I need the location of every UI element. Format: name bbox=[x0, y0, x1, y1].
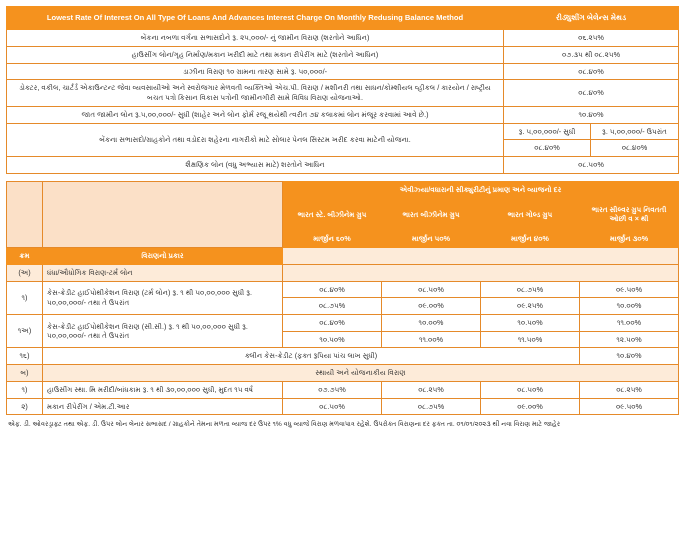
row-type: ક્લીન કેસ-ક્રેડીટ (ફક્ત રૂપિયા પાંચ લાખ સુધી) bbox=[43, 348, 580, 365]
row-desc: ડાઝીના વિરાણ ૧૦ ગ્રામના તારણ સામે રૂ. ૫૦,૦૦૦/- bbox=[7, 63, 504, 80]
group-name-3: ભારત ગોલ્ડ ગ્રુપ bbox=[481, 198, 580, 231]
row-krm: ૧૬) bbox=[7, 348, 43, 365]
table-row bbox=[7, 381, 679, 398]
row-value-1: ૦૭.૭૫% bbox=[283, 381, 382, 398]
solar-col2-head: રૂ. ૫,૦૦,૦૦૦/- ઉપરાંત bbox=[591, 123, 679, 140]
solar-col1-value: ૦૮.૪૦% bbox=[504, 140, 591, 157]
row-desc: જાત જામીન લોન રૂ.૫,૦૦,૦૦૦/- સુધી (શાહેર અને લોન ફોર્મ રજૂ થયેથી ત્વરીત ૭૪ કલાકમાં લોન મંજૂર કરવામાં આવે છે.) bbox=[7, 106, 504, 123]
edu-desc: શૈક્ષણિક લોન (વધુ અભ્યાસ માટે) શરતોને આધિન bbox=[7, 157, 504, 174]
table-row bbox=[7, 281, 679, 298]
solar-scheme-row bbox=[7, 123, 679, 140]
table-row bbox=[7, 63, 679, 80]
row-krm: ૨) bbox=[7, 398, 43, 415]
row-krm: ૧) bbox=[7, 381, 43, 398]
group-margin-3: માર્જીન ૪૦% bbox=[481, 231, 580, 248]
row-value-3: ૦૮.૫૦% bbox=[481, 381, 580, 398]
row-value-4: ૧૧.૦૦% bbox=[580, 315, 679, 332]
table1-header-left: Lowest Rate Of Interest On All Type Of Loans And Advances Interest Charge On Monthly Redusing Balance Method bbox=[7, 7, 504, 30]
row-type: મકાન રીપેરીંગ / એમ.ટી.આર bbox=[43, 398, 283, 415]
row-value-3: ૦૯.૦૦% bbox=[481, 398, 580, 415]
row-value-3: ૦૮.૭૫% bbox=[481, 281, 580, 298]
col-type-label: વિરાણનો પ્રકાર bbox=[43, 248, 283, 265]
table-row bbox=[7, 315, 679, 332]
row-value2-4: ૧૨.૫૦% bbox=[580, 331, 679, 348]
spacer-cell-2 bbox=[43, 181, 283, 247]
row-type: કેસ-ક્રેડીટ હાઈપોથીકેશન વિરાણ (સી.સી.) રૂ. ૧ થી ૫૦,૦૦,૦૦૦ સુધી રૂ. ૫૦,૦૦,૦૦૦/- તથા તે ઉપરાંત bbox=[43, 315, 283, 348]
row-value-4: ૦૯.૫૦% bbox=[580, 281, 679, 298]
row-value: ૦૮.૪૦% bbox=[504, 63, 679, 80]
row-values-blank bbox=[283, 264, 679, 281]
table2-header-row bbox=[7, 181, 679, 198]
row-desc: ડોક્ટર, વકીલ, ચાર્ટર્ડ એકાઉન્ટન્ટ જેવા વ્યવસાયીઓ અને સ્વરોજગાર મેળવતી વ્યક્તિઓ એચ.પી. વિરાણ / મશીનરી તથા સાધન/કોમ્શીયલ વ્હીકલ / કારયોન / રાષ્ટ્રીય બચત પત્રો કિસાન વિકાસ પત્રોની જામીનગીરી સામે વિવિધ વિરાણ યોજનાઓ. bbox=[7, 80, 504, 106]
row-value-2: ૧૦.૦૦% bbox=[382, 315, 481, 332]
group-margin-2: માર્જીન ૫૦% bbox=[382, 231, 481, 248]
row-value2-4: ૧૦.૦૦% bbox=[580, 298, 679, 315]
row-value-1: ૦૮.૪૦% bbox=[283, 315, 382, 332]
footer-note: એફ. ડી. ઓવરડ્રાફ્ટ તથા એફ. ડી. ઉપર લોન લેનાર સભાસદ / ગ્રાહકોને તેમના મળતા વ્યાજ દર ઉપર ૧% વધુ વ્યાજે વિરાણ મળવાપાત્ર રહેશે. ઉપરોક્ત વિરાણના દર ફક્ત તા. ૦૧/૦૧/૨૦૨૩ થી નવા વિરાણ માટે જાહેર bbox=[8, 421, 561, 429]
row-type: ધંધા/ઔધોગિક વિરાણ-ટર્મ લોન bbox=[43, 264, 283, 281]
row-value-1: ૦૮.૪૦% bbox=[283, 281, 382, 298]
group-name-1: ભારત સ્ટે. બીઝીનેમ ગ્રુપ bbox=[283, 198, 382, 231]
table2-column-label-row bbox=[7, 248, 679, 265]
row-desc: હાઉસીંગ લોન/ગૃહ નિર્માણ/મકાન ખરીદી માટે તથા મકાન રીપેરીંગ માટે (શરતોને આધિન) bbox=[7, 46, 504, 63]
row-krm: (અ) bbox=[7, 264, 43, 281]
solar-desc: બેંકના સભાસદો/ગ્રાહકોને તથા વડોદરા શહેરના નાગરીકો માટે સોલાર પેનલ સિસ્ટમ ખરીદ કરવા માટેની યોજના. bbox=[7, 123, 504, 156]
edu-value: ૦૮.૫૦% bbox=[504, 157, 679, 174]
group-name-2: ભારત બીઝીનેમ ગ્રુપ bbox=[382, 198, 481, 231]
row-type: કેસ-ક્રેડીટ હાઈપોથીકેશન વિરાણ (ટર્મ લોન) રૂ. ૧ થી ૫૦,૦૦,૦૦૦ સુધી રૂ. ૫૦,૦૦,૦૦૦/- તથા તે ઉપરાંત bbox=[43, 281, 283, 314]
row-value2-3: ૦૯.૨૫% bbox=[481, 298, 580, 315]
table-row bbox=[7, 348, 679, 365]
table2-main-header: એવીઝ્યા/વધારાની સીક્યુરીટીનું પ્રમાણ અને વ્યાજનો દર bbox=[283, 181, 679, 198]
row-type: હાઉસીંગ સ્થા. મિ મરીદી/બાંધકામ રૂ. ૧ થી ૩૦,૦૦,૦૦૦ સુધી, મુદત ૧૫ વર્ષ bbox=[43, 381, 283, 398]
row-value: ૦૭.૩૫ થી ૦૮.૨૫% bbox=[504, 46, 679, 63]
row-value-2: ૦૮.૨૫% bbox=[382, 381, 481, 398]
group-margin-4: માર્જીન ૩૦% bbox=[580, 231, 679, 248]
table-row bbox=[7, 398, 679, 415]
row-single-value: ૧૦.૪૦% bbox=[580, 348, 679, 365]
solar-col2-value: ૦૮.૪૦% bbox=[591, 140, 679, 157]
row-value: ૦૮.૪૦% bbox=[504, 80, 679, 106]
row-type: સ્થાયી અને યોજનાકીય વિરાણ bbox=[43, 365, 679, 382]
collateral-rate-table bbox=[6, 181, 679, 416]
table-row bbox=[7, 30, 679, 47]
row-value-4: ૦૯.૫૦% bbox=[580, 398, 679, 415]
row-value: ૦૬.૨૫% bbox=[504, 30, 679, 47]
blank-band bbox=[283, 248, 679, 265]
lowest-rate-table bbox=[6, 6, 679, 174]
table-row bbox=[7, 264, 679, 281]
row-desc: બેંકના નબળા વર્ગના સભાસદોને રૂ. ૨૫,૦૦૦/- નું જામીન વિરાણ (શરતોને આધિન) bbox=[7, 30, 504, 47]
row-value-3: ૧૦.૫૦% bbox=[481, 315, 580, 332]
table-header-row bbox=[7, 7, 679, 30]
group-name-4: ભારત સીલ્વર ગ્રુપ નિવતતી ઓછી વ × થી bbox=[580, 198, 679, 231]
row-value: ૧૦.૪૦% bbox=[504, 106, 679, 123]
row-value-1: ૦૮.૫૦% bbox=[283, 398, 382, 415]
row-value2-3: ૧૧.૫૦% bbox=[481, 331, 580, 348]
row-value2-1: ૧૦.૫૦% bbox=[283, 331, 382, 348]
spacer-cell bbox=[7, 181, 43, 247]
row-value-2: ૦૮.૭૫% bbox=[382, 398, 481, 415]
row-krm: બ) bbox=[7, 365, 43, 382]
col-krm-label: ક્રમ bbox=[7, 248, 43, 265]
table-row bbox=[7, 365, 679, 382]
row-krm: ૧) bbox=[7, 281, 43, 314]
table-row bbox=[7, 46, 679, 63]
row-value2-2: ૦૯.૦૦% bbox=[382, 298, 481, 315]
table1-header-right: રીડ્યુશીંગ બેલેન્સ મેથડ bbox=[504, 7, 679, 30]
row-value-2: ૦૮.૫૦% bbox=[382, 281, 481, 298]
solar-col1-head: રૂ. ૫,૦૦,૦૦૦/- સુધી bbox=[504, 123, 591, 140]
row-krm: ૧અ) bbox=[7, 315, 43, 348]
table-row bbox=[7, 106, 679, 123]
row-value2-1: ૦૮.૭૫% bbox=[283, 298, 382, 315]
education-loan-row bbox=[7, 157, 679, 174]
row-value-4: ૦૮.૨૫% bbox=[580, 381, 679, 398]
table-row bbox=[7, 80, 679, 106]
group-margin-1: માર્જીન ૬૦% bbox=[283, 231, 382, 248]
row-value2-2: ૧૧.૦૦% bbox=[382, 331, 481, 348]
